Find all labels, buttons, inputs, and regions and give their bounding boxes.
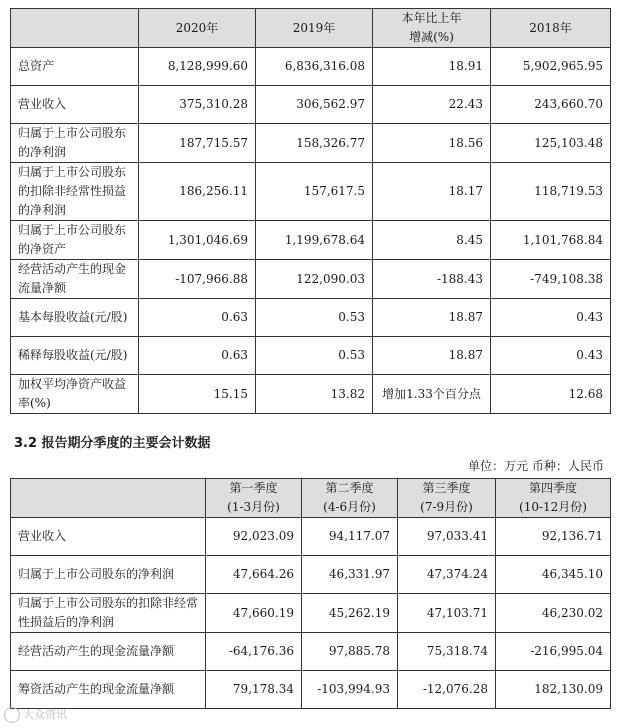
value-cell: 0.53 bbox=[256, 299, 373, 337]
row-label: 归属于上市公司股东的净资产 bbox=[11, 221, 139, 260]
header-cell: 本年比上年 增减(%) bbox=[373, 9, 491, 48]
header-cell bbox=[11, 9, 139, 48]
value-cell: 157,617.5 bbox=[256, 163, 373, 221]
table-row bbox=[11, 86, 611, 124]
value-cell: 18.87 bbox=[373, 337, 491, 375]
section-title: 3.2 报告期分季度的主要会计数据 bbox=[14, 436, 211, 451]
value-cell: 18.56 bbox=[373, 124, 491, 163]
table-row bbox=[11, 48, 611, 86]
header-cell: 第四季度 (10-12月份) bbox=[496, 479, 611, 518]
table-row bbox=[11, 594, 611, 633]
row-label: 加权平均净资产收益率(%) bbox=[11, 375, 139, 414]
table-row bbox=[11, 124, 611, 163]
value-cell: -64,176.36 bbox=[206, 633, 302, 671]
header-cell: 2019年 bbox=[256, 9, 373, 48]
value-cell: 12.68 bbox=[491, 375, 611, 414]
value-cell: 47,103.71 bbox=[398, 594, 496, 633]
value-cell: -107,966.88 bbox=[139, 260, 256, 299]
table-row bbox=[11, 299, 611, 337]
table-row bbox=[11, 337, 611, 375]
table-row bbox=[11, 163, 611, 221]
value-cell: 13.82 bbox=[256, 375, 373, 414]
value-cell: -216,995.04 bbox=[496, 633, 611, 671]
table-row bbox=[11, 671, 611, 709]
row-label: 筹资活动产生的现金流量净额 bbox=[11, 671, 206, 709]
value-cell: 0.63 bbox=[139, 337, 256, 375]
value-cell: 46,230.02 bbox=[496, 594, 611, 633]
value-cell: 8.45 bbox=[373, 221, 491, 260]
value-cell: 18.87 bbox=[373, 299, 491, 337]
row-label: 经营活动产生的现金流量净额 bbox=[11, 633, 206, 671]
table-row bbox=[11, 556, 611, 594]
value-cell: 122,090.03 bbox=[256, 260, 373, 299]
row-label: 营业收入 bbox=[11, 86, 139, 124]
value-cell: 186,256.11 bbox=[139, 163, 256, 221]
table-row bbox=[11, 221, 611, 260]
value-cell: 46,331.97 bbox=[302, 556, 398, 594]
value-cell: 45,262.19 bbox=[302, 594, 398, 633]
header-cell bbox=[11, 479, 206, 518]
value-cell: 97,033.41 bbox=[398, 518, 496, 556]
header-cell: 2018年 bbox=[491, 9, 611, 48]
value-cell: -749,108.38 bbox=[491, 260, 611, 299]
value-cell: 97,885.78 bbox=[302, 633, 398, 671]
value-cell: -103,994.93 bbox=[302, 671, 398, 709]
value-cell: 0.43 bbox=[491, 299, 611, 337]
watermark-logo-icon bbox=[4, 707, 20, 723]
header-cell: 第一季度 (1-3月份) bbox=[206, 479, 302, 518]
row-label: 归属于上市公司股东的净利润 bbox=[11, 124, 139, 163]
row-label: 基本每股收益(元/股) bbox=[11, 299, 139, 337]
row-label: 总资产 bbox=[11, 48, 139, 86]
value-cell: 182,130.09 bbox=[496, 671, 611, 709]
value-cell: 增加1.33个百分点 bbox=[373, 375, 491, 414]
value-cell: 1,199,678.64 bbox=[256, 221, 373, 260]
value-cell: 118,719.53 bbox=[491, 163, 611, 221]
value-cell: 0.43 bbox=[491, 337, 611, 375]
header-cell: 第二季度 (4-6月份) bbox=[302, 479, 398, 518]
value-cell: 92,023.09 bbox=[206, 518, 302, 556]
table-row bbox=[11, 375, 611, 414]
value-cell: 375,310.28 bbox=[139, 86, 256, 124]
value-cell: 46,345.10 bbox=[496, 556, 611, 594]
value-cell: 47,660.19 bbox=[206, 594, 302, 633]
annual-financial-table bbox=[10, 8, 611, 414]
table-row bbox=[11, 518, 611, 556]
value-cell: 92,136.71 bbox=[496, 518, 611, 556]
row-label: 营业收入 bbox=[11, 518, 206, 556]
value-cell: 0.63 bbox=[139, 299, 256, 337]
value-cell: 18.91 bbox=[373, 48, 491, 86]
row-label: 归属于上市公司股东的扣除非经常性损益的净利润 bbox=[11, 163, 139, 221]
value-cell: 243,660.70 bbox=[491, 86, 611, 124]
value-cell: -188.43 bbox=[373, 260, 491, 299]
value-cell: 79,178.34 bbox=[206, 671, 302, 709]
value-cell: 1,301,046.69 bbox=[139, 221, 256, 260]
value-cell: 0.53 bbox=[256, 337, 373, 375]
value-cell: 47,374.24 bbox=[398, 556, 496, 594]
value-cell: 187,715.57 bbox=[139, 124, 256, 163]
row-label: 经营活动产生的现金流量净额 bbox=[11, 260, 139, 299]
table-row bbox=[11, 633, 611, 671]
unit-currency-line: 单位：万元 币种：人民币 bbox=[468, 459, 604, 473]
value-cell: 5,902,965.95 bbox=[491, 48, 611, 86]
table-row bbox=[11, 260, 611, 299]
value-cell: 125,103.48 bbox=[491, 124, 611, 163]
annual-table-header bbox=[11, 9, 611, 48]
quarterly-table-header bbox=[11, 479, 611, 518]
value-cell: 75,318.74 bbox=[398, 633, 496, 671]
value-cell: 306,562.97 bbox=[256, 86, 373, 124]
value-cell: 94,117.07 bbox=[302, 518, 398, 556]
value-cell: 22.43 bbox=[373, 86, 491, 124]
value-cell: 6,836,316.08 bbox=[256, 48, 373, 86]
watermark-text: 大众资讯 bbox=[23, 708, 67, 721]
row-label: 归属于上市公司股东的扣除非经常性损益后的净利润 bbox=[11, 594, 206, 633]
quarterly-financial-table bbox=[10, 478, 611, 709]
header-cell: 第三季度 (7-9月份) bbox=[398, 479, 496, 518]
value-cell: 1,101,768.84 bbox=[491, 221, 611, 260]
value-cell: 47,664.26 bbox=[206, 556, 302, 594]
row-label: 稀释每股收益(元/股) bbox=[11, 337, 139, 375]
value-cell: 18.17 bbox=[373, 163, 491, 221]
value-cell: 158,326.77 bbox=[256, 124, 373, 163]
value-cell: 15.15 bbox=[139, 375, 256, 414]
watermark bbox=[4, 706, 67, 723]
value-cell: -12,076.28 bbox=[398, 671, 496, 709]
header-cell: 2020年 bbox=[139, 9, 256, 48]
row-label: 归属于上市公司股东的净利润 bbox=[11, 556, 206, 594]
value-cell: 8,128,999.60 bbox=[139, 48, 256, 86]
